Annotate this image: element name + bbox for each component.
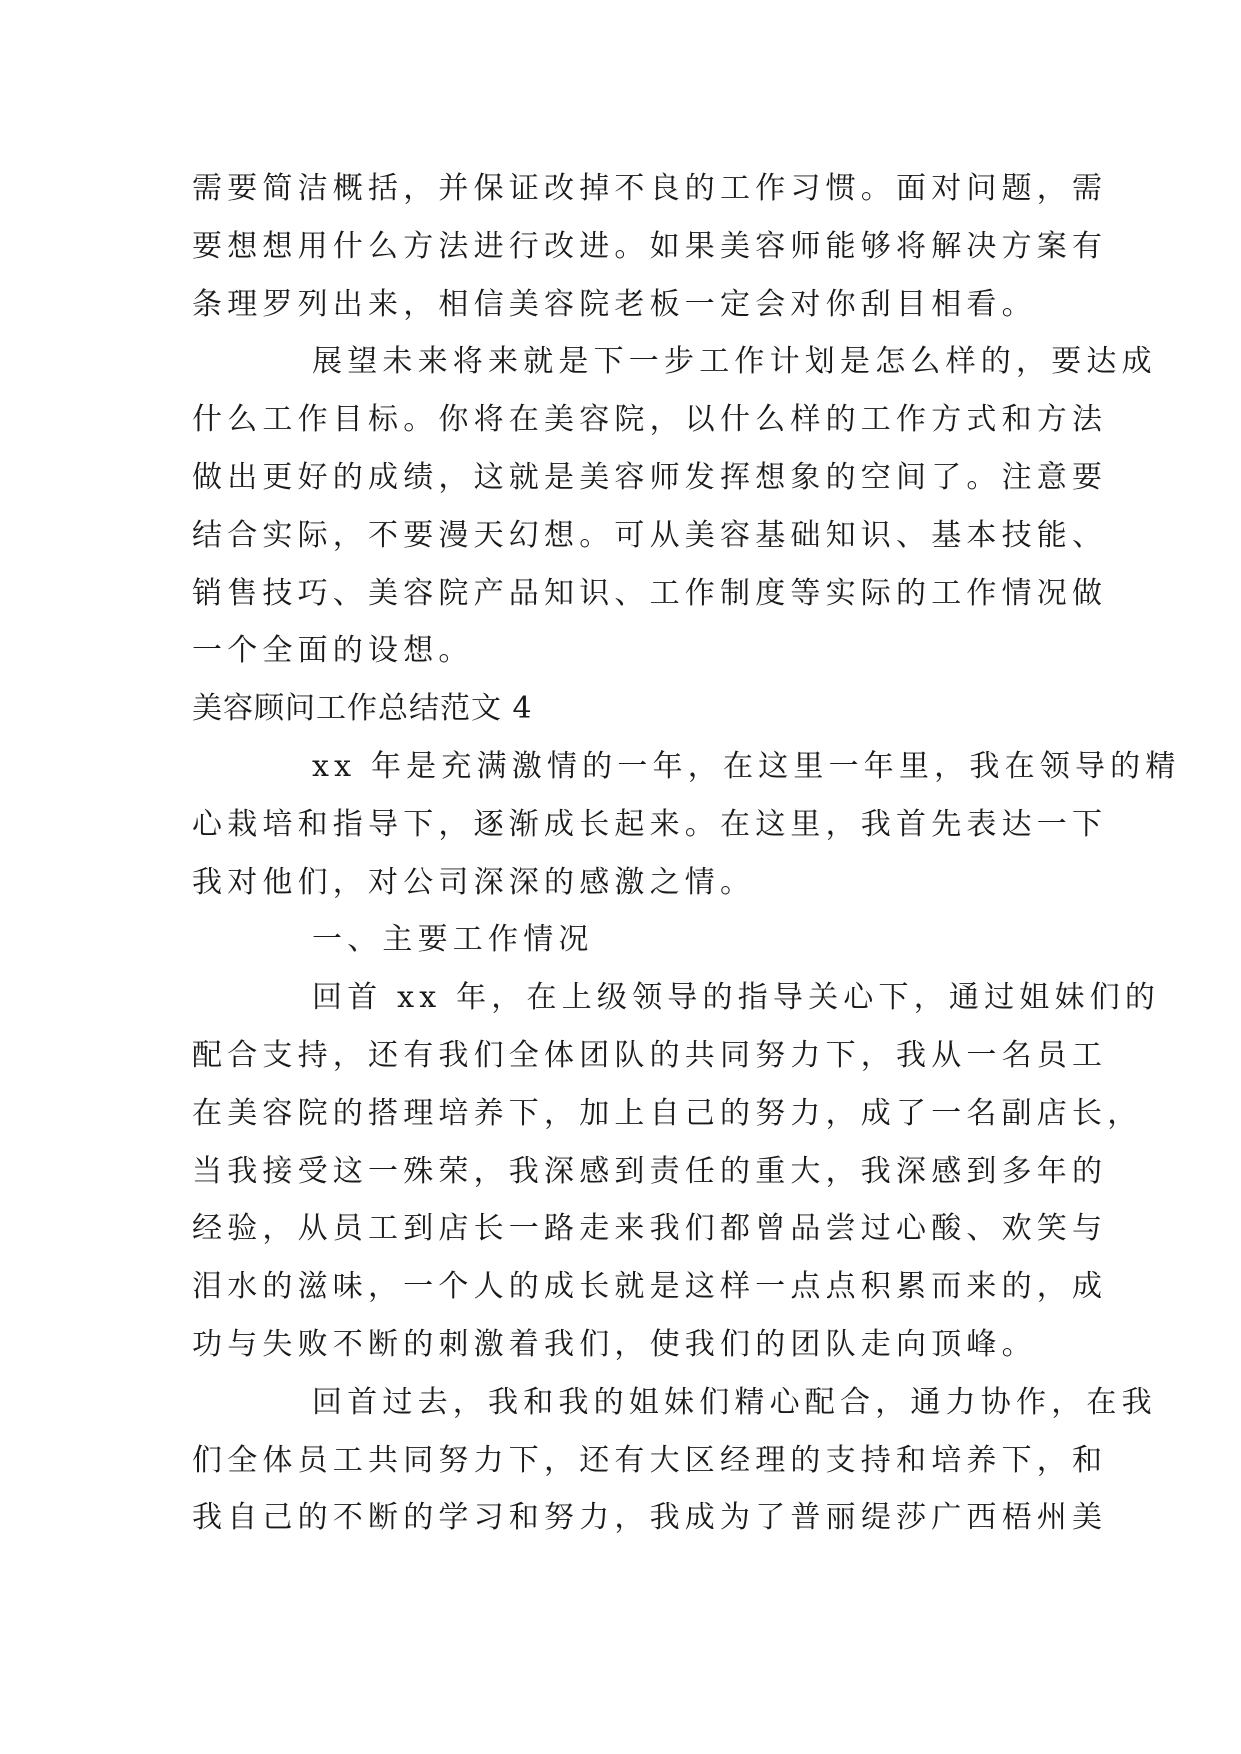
text-line: 销售技巧、美容院产品知识、工作制度等实际的工作情况做 [192, 575, 1108, 611]
text-line: 当我接受这一殊荣，我深感到责任的重大，我深感到多年的 [192, 1153, 1108, 1189]
text-line: 们全体员工共同努力下，还有大区经理的支持和培养下，和 [192, 1442, 1108, 1478]
text-line: 功与失败不断的刺激着我们，使我们的团队走向顶峰。 [192, 1326, 1037, 1362]
paragraph-3 [192, 738, 1181, 911]
text-line: 需要简洁概括，并保证改掉不良的工作习惯。面对问题，需 [192, 171, 1108, 206]
text-line: 我对他们，对公司深深的感激之情。 [192, 864, 756, 900]
text-line: 做出更好的成绩，这就是美容师发挥想象的空间了。注意要 [192, 459, 1108, 495]
text-line: xx 年是充满激情的一年，在这里一年里，我在领导的精 [312, 748, 1181, 784]
section-title-text: 美容顾问工作总结范文 4 [192, 691, 533, 727]
text-line: 要想想用什么方法进行改进。如果美容师能够将解决方案有 [192, 228, 1108, 264]
text-line: 配合支持，还有我们全体团队的共同努力下，我从一名员工 [192, 1037, 1108, 1073]
text-line: 我自己的不断的学习和努力，我成为了普丽缇莎广西梧州美 [192, 1500, 1108, 1536]
text-line: 回首 xx 年，在上级领导的指导关心下，通过姐妹们的 [312, 980, 1161, 1016]
text-line: 结合实际，不要漫天幻想。可从美容基础知识、基本技能、 [192, 517, 1108, 553]
subheading-main-work [192, 911, 1052, 969]
paragraph-5 [192, 969, 1161, 1374]
document-body [192, 160, 1181, 1547]
paragraph-1 [192, 160, 1108, 333]
text-line: 心栽培和指导下，逐渐成长起来。在这里，我首先表达一下 [192, 806, 1108, 842]
text-line: 回首过去，我和我的姐妹们精心配合，通力协作，在我 [312, 1384, 1157, 1420]
text-line: 什么工作目标。你将在美容院，以什么样的工作方式和方法 [192, 402, 1108, 438]
text-line: 经验，从员工到店长一路走来我们都曾品尝过心酸、欢笑与 [192, 1211, 1108, 1247]
paragraph-6 [192, 1374, 1157, 1547]
text-line: 一个全面的设想。 [192, 633, 474, 669]
text-line: 泪水的滋味，一个人的成长就是这样一点点积累而来的，成 [192, 1269, 1108, 1305]
subheading-text: 一、主要工作情况 [312, 922, 594, 958]
text-line: 条理罗列出来，相信美容院老板一定会对你刮目相看。 [192, 286, 1037, 322]
paragraph-2 [192, 333, 1157, 680]
text-line: 展望未来将来就是下一步工作计划是怎么样的，要达成 [312, 344, 1157, 380]
section-title [192, 680, 1052, 738]
text-line: 在美容院的搭理培养下，加上自己的努力，成了一名副店长， [192, 1095, 1143, 1131]
